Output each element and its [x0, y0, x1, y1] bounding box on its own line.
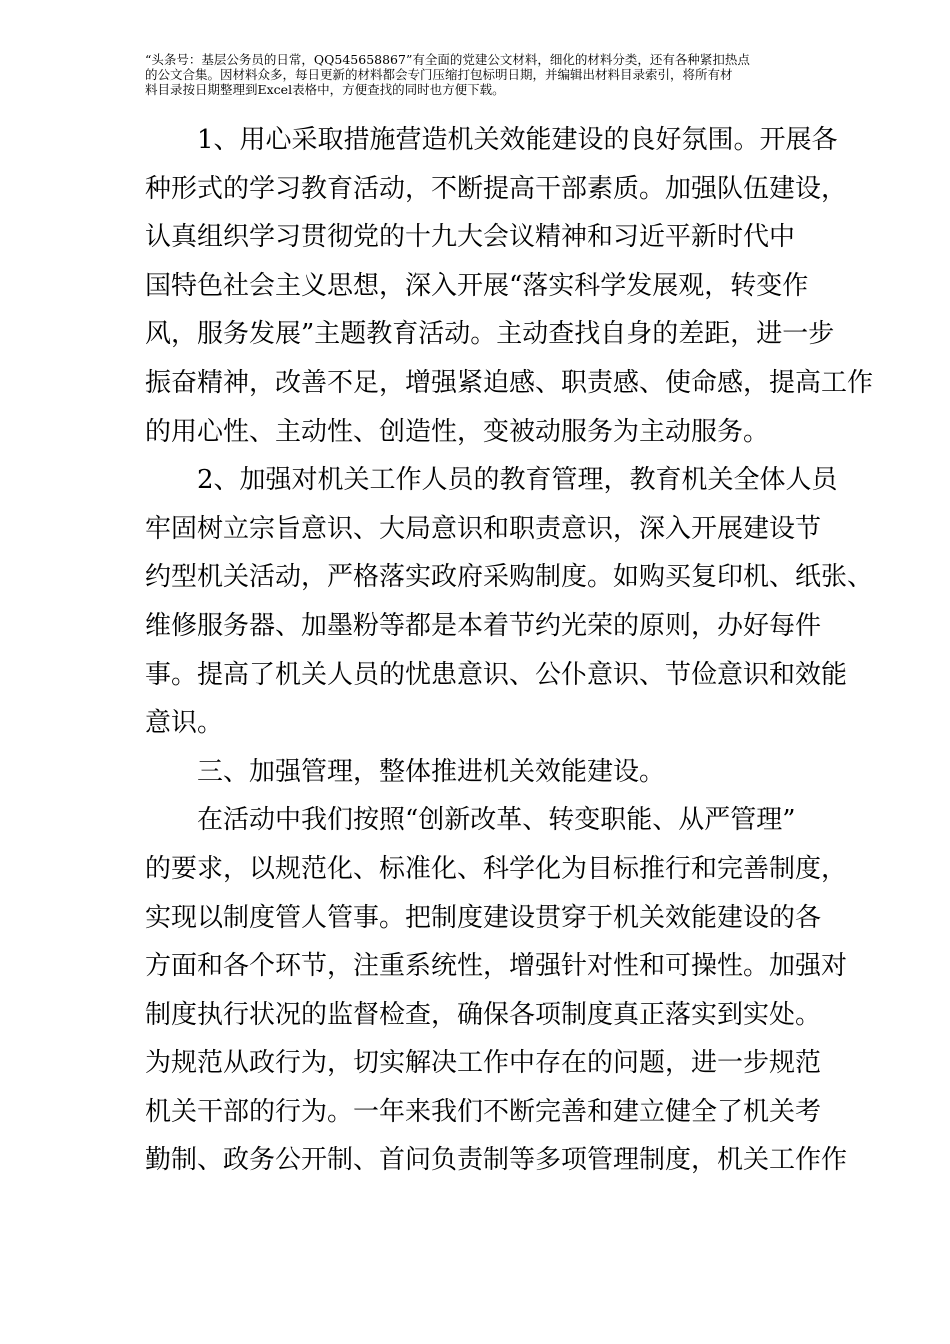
- paragraph-line: 国特色社会主义思想，深入开展“落实科学发展观，转变作: [145, 270, 809, 301]
- paragraph-line: 机关干部的行为。一年来我们不断完善和建立健全了机关考: [145, 1096, 822, 1127]
- paragraph-line: 种形式的学习教育活动，不断提高干部素质。加强队伍建设，: [145, 173, 848, 204]
- paragraph-line: 在活动中我们按照“创新改革、转变职能、从严管理”: [197, 805, 796, 836]
- paragraph-line: 风，服务发展”主题教育活动。主动查找自身的差距，进一步: [145, 319, 835, 350]
- paragraph-line: 的用心性、主动性、创造性，变被动服务为主动服务。: [145, 416, 770, 447]
- paragraph-line: 实现以制度管人管事。把制度建设贯穿于机关效能建设的各: [145, 902, 822, 933]
- paragraph-line: 振奋精神，改善不足，增强紧迫感、职责感、使命感，提高工作: [145, 367, 874, 398]
- header-note-line: 料目录按日期整理到Excel表格中，方便查找的同时也方便下载。: [145, 82, 505, 97]
- paragraph-line: 认真组织学习贯彻党的十九大会议精神和习近平新时代中: [145, 222, 796, 253]
- paragraph-line: 为规范从政行为，切实解决工作中存在的问题，进一步规范: [145, 1048, 822, 1079]
- paragraph-line: 1、用心采取措施营造机关效能建设的良好氛围。开展各: [197, 125, 838, 155]
- header-note-line: 的公文合集。因材料众多，每日更新的材料都会专门压缩打包标明日期，并编辑出材料目录索引，将所有材: [145, 67, 733, 82]
- paragraph-line: 勤制、政务公开制、首问负责制等多项管理制度，机关工作作: [145, 1145, 848, 1176]
- section-heading: 三、加强管理，整体推进机关效能建设。: [197, 756, 666, 787]
- body-text: [145, 116, 874, 1185]
- paragraph-line: 2、加强对机关工作人员的教育管理，教育机关全体人员: [197, 465, 838, 496]
- header-note: [145, 52, 825, 97]
- paragraph-line: 方面和各个环节，注重系统性，增强针对性和可操性。加强对: [145, 951, 848, 982]
- paragraph-line: 事。提高了机关人员的忧患意识、公仆意识、节俭意识和效能: [145, 659, 848, 690]
- header-note-line: “头条号：基层公务员的日常，QQ545658867”有全面的党建公文材料，细化的材料分类，还有各种紧扣热点: [145, 52, 750, 67]
- paragraph-line: 牢固树立宗旨意识、大局意识和职责意识，深入开展建设节: [145, 513, 822, 544]
- paragraph-line: 约型机关活动，严格落实政府采购制度。如购买复印机、纸张、: [145, 562, 874, 593]
- paragraph-line: 意识。: [145, 708, 224, 739]
- paragraph-line: 维修服务器、加墨粉等都是本着节约光荣的原则，办好每件: [145, 610, 822, 641]
- paragraph-line: 制度执行状况的监督检查，确保各项制度真正落实到实处。: [145, 999, 822, 1030]
- paragraph-line: 的要求，以规范化、标准化、科学化为目标推行和完善制度，: [145, 853, 848, 884]
